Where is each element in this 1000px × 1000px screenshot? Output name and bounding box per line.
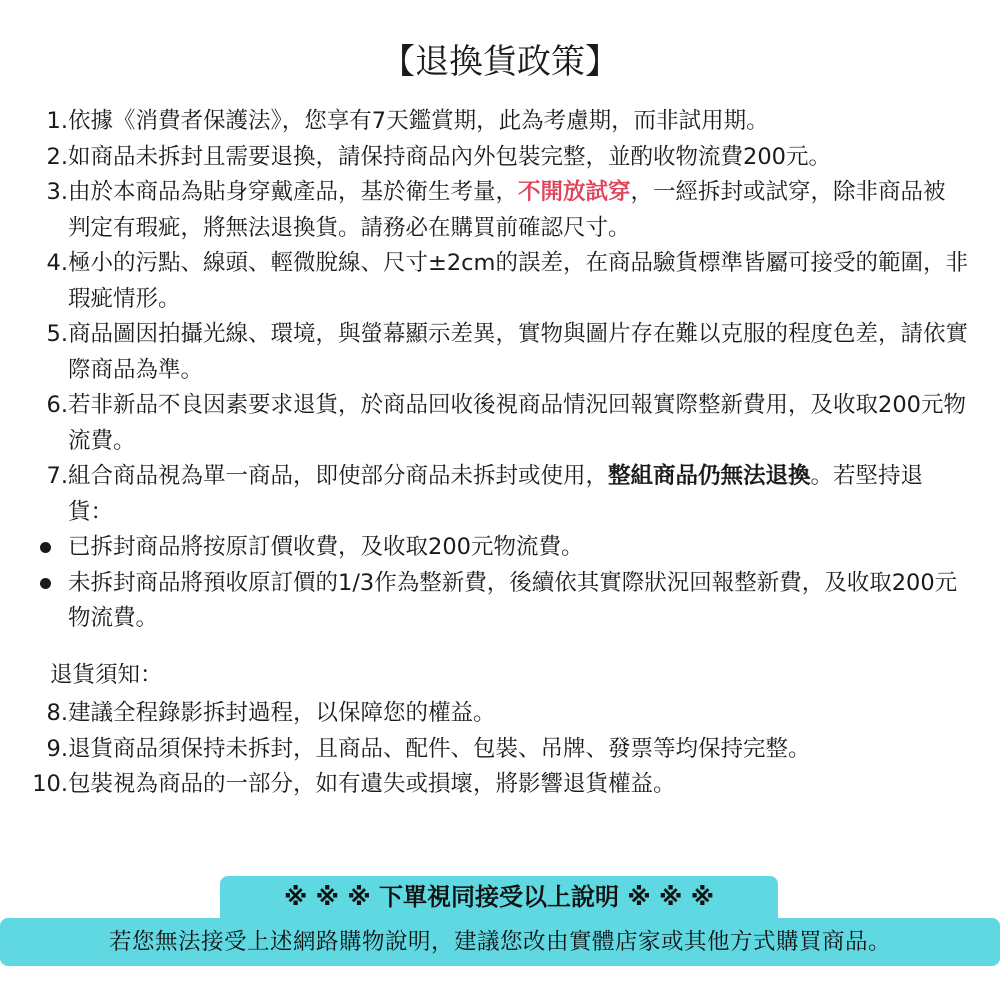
purchase-notice-banner: 若您無法接受上述網路購物說明，建議您改由實體店家或其他方式購買商品。 [0,918,1000,966]
item-text: 如商品未拆封且需要退換，請保持商品內外包裝完整，並酌收物流費200元。 [68,143,831,170]
no-try-on-highlight: 不開放試穿 [518,179,631,205]
item-number: 6. [46,392,68,418]
item-text-post: ，一經拆封或試穿，除非商品被判定有瑕疵，將無法退換貨。請務必在購買前確認尺寸。 [68,179,946,241]
item-text: 建議全程錄影拆封過程，以保障您的權益。 [68,700,496,726]
list-item [0,767,1000,803]
list-item [0,459,1000,530]
list-item [0,317,1000,388]
item-number: 8. [46,700,68,726]
list-item [0,732,1000,768]
bullet-text: 已拆封商品將按原訂價收費，及收取200元物流費。 [68,534,584,560]
item-text: 極小的污點、線頭、輕微脫線、尺寸±2cm的誤差，在商品驗貨標準皆屬可接受的範圍，非瑕疵情形。 [68,250,968,312]
item-text: 若非新品不良因素要求退貨，於商品回收後視商品情況回報實際整新費用，及收取200元物流費。 [68,392,966,454]
bundle-no-return-bold: 整組商品仍無法退換 [608,463,811,489]
item-text [68,459,968,530]
list-item [0,246,1000,317]
item-text: 包裝視為商品的一部分，如有遺失或損壞，將影響退貨權益。 [68,771,676,797]
list-item [0,696,1000,732]
item-number: 10. [32,771,68,797]
list-item [0,388,1000,459]
item-number: 7. [46,463,68,489]
bullet-item [0,530,1000,566]
item-text: 依據《消費者保護法》，您享有7天鑑賞期，此為考慮期，而非試用期。 [68,108,769,134]
item-number: 1. [46,108,68,134]
item-number: 4. [46,250,68,276]
item-number: 5. [46,321,68,347]
bullet-item [0,566,1000,637]
bullet-text: 未拆封商品將預收原訂價的1/3作為整新費，後續依其實際狀況回報整新費，及收取200元物流費。 [68,569,958,631]
bullet-dot-icon [40,578,51,589]
item-number: 2. [46,143,68,170]
notes-list [0,696,1000,803]
page-title: 【退換貨政策】 [381,42,619,82]
item-text-pre: 由於本商品為貼身穿戴產品，基於衛生考量， [68,179,519,205]
item-number: 3. [46,179,68,205]
policy-list [0,104,1000,637]
list-item [0,175,1000,246]
list-item [0,104,1000,140]
item-text-post: 。若堅持退貨： [68,463,924,525]
acceptance-banner: ※ ※ ※ 下單視同接受以上說明 ※ ※ ※ [220,876,778,918]
bullet-dot-icon [40,542,51,553]
item-text: 商品圖因拍攝光線、環境，與螢幕顯示差異，實物與圖片存在難以克服的程度色差，請依實際商品為準。 [68,321,969,383]
item-text: 退貨商品須保持未拆封，且商品、配件、包裝、吊牌、發票等均保持完整。 [68,735,811,762]
notes-heading: 退貨須知： [50,662,163,688]
list-item [0,140,1000,176]
item-text-pre: 組合商品視為單一商品，即使部分商品未拆封或使用， [68,463,609,489]
item-number: 9. [46,735,68,762]
item-text [68,175,968,246]
